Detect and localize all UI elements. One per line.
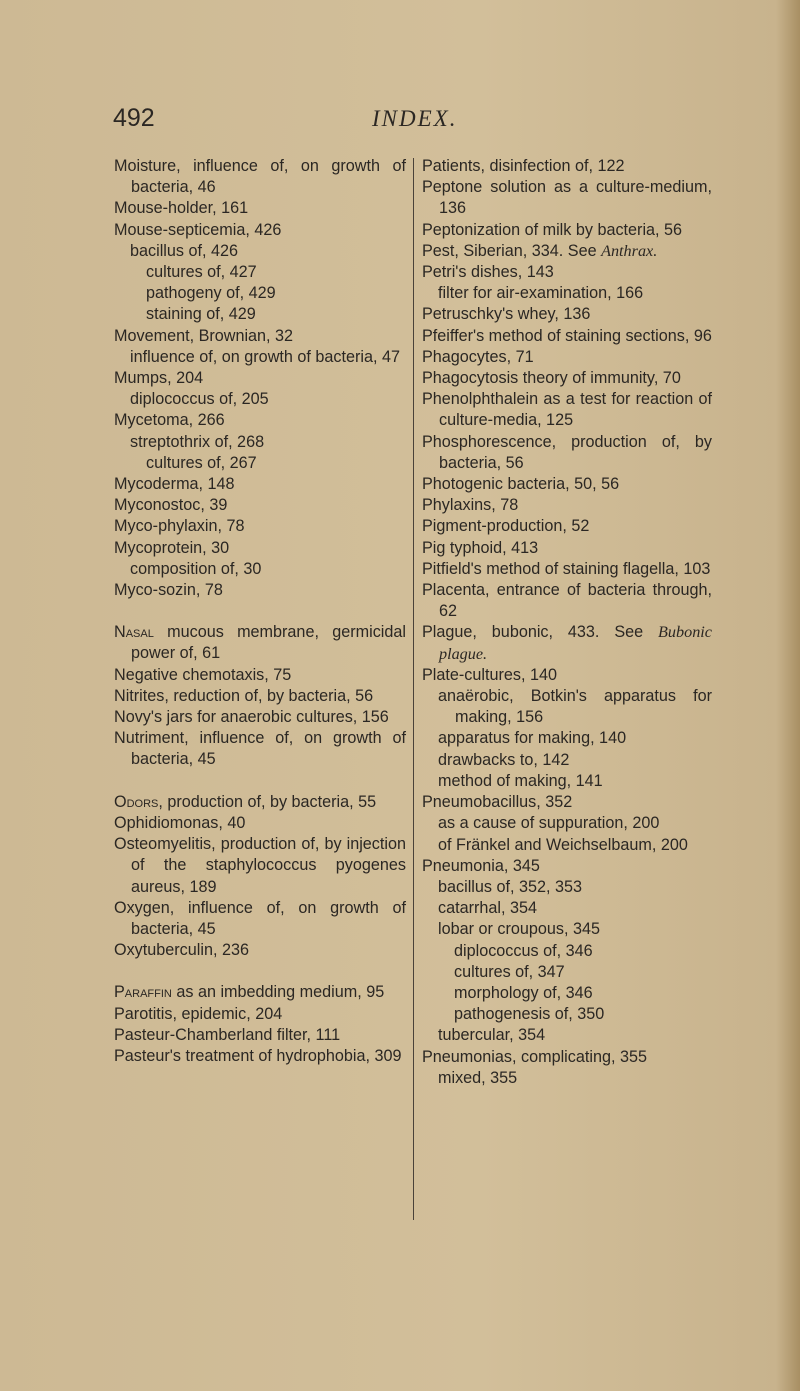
entry-text: Peptonization of milk by bacteria, 56 <box>422 220 683 239</box>
entry-text: Movement, Brownian, 32 <box>114 326 294 345</box>
index-entry <box>114 156 406 198</box>
entry-text: Moisture, influence of, on growth of bacteria, 46 <box>114 157 406 197</box>
entry-text: Phenolphthalein as a test for reaction of culture-media, 125 <box>422 390 712 430</box>
entry-text: Pigment-production, 52 <box>422 517 590 536</box>
entry-text: as an imbedding medium, 95 <box>176 983 385 1002</box>
section-lead-word: Paraffin <box>114 983 172 1002</box>
entry-text: Parotitis, epidemic, 204 <box>114 1004 283 1023</box>
index-entry <box>114 665 406 686</box>
entry-text: Pfeiffer's method of staining sections, 96 <box>422 326 712 345</box>
index-subentry <box>422 1068 712 1089</box>
entry-text: streptothrix of, 268 <box>130 432 265 451</box>
entry-text: method of making, 141 <box>438 771 603 790</box>
entry-text: staining of, 429 <box>146 305 256 324</box>
entry-text: catarrhal, 354 <box>438 899 537 918</box>
entry-text: cultures of, 427 <box>146 263 257 282</box>
section-gap <box>114 961 406 982</box>
entry-text: pathogeny of, 429 <box>146 284 276 303</box>
index-entry <box>114 707 406 728</box>
index-entry <box>114 516 406 537</box>
index-entry <box>422 220 712 241</box>
entry-text: Pasteur's treatment of hydrophobia, 309 <box>114 1046 402 1065</box>
index-entry <box>422 792 712 813</box>
index-entry <box>422 559 712 580</box>
entry-text: Mumps, 204 <box>114 369 204 388</box>
entry-text: Pitfield's method of staining flagella, 103 <box>422 559 711 578</box>
index-subentry <box>422 686 712 728</box>
entry-text: anaërobic, Botkin's apparatus for making, 156 <box>438 687 712 727</box>
running-title: INDEX. <box>372 106 458 131</box>
index-subentry <box>422 835 712 856</box>
index-entry <box>422 856 712 877</box>
index-entry <box>114 1025 406 1046</box>
index-subentry <box>114 241 406 262</box>
entry-text: Peptone solution as a culture-medium, 136 <box>422 178 712 218</box>
index-entry <box>422 622 712 664</box>
entry-text: Novy's jars for anaerobic cultures, 156 <box>114 708 389 727</box>
index-entry <box>114 474 406 495</box>
index-entry <box>114 834 406 898</box>
index-entry <box>422 495 712 516</box>
index-entry <box>114 813 406 834</box>
entry-text: Placenta, entrance of bacteria through, 62 <box>422 581 712 621</box>
index-entry <box>114 368 406 389</box>
entry-text: as a cause of suppuration, 200 <box>438 814 660 833</box>
index-entry <box>422 538 712 559</box>
index-subentry <box>422 728 712 749</box>
index-entry <box>114 622 406 664</box>
entry-text: apparatus for making, 140 <box>438 729 627 748</box>
index-entry <box>422 474 712 495</box>
index-entry <box>114 538 406 559</box>
section-gap <box>114 771 406 792</box>
entry-text: Myco-phylaxin, 78 <box>114 517 245 536</box>
entry-text: Mouse-holder, 161 <box>114 199 249 218</box>
index-subentry <box>422 1004 712 1025</box>
index-subentry <box>114 304 406 325</box>
entry-text: Phosphorescence, production of, by bacteria, 56 <box>422 432 712 472</box>
index-entry <box>422 156 712 177</box>
index-subentry <box>114 262 406 283</box>
index-entry <box>422 516 712 537</box>
entry-text: Phagocytes, 71 <box>422 347 534 366</box>
index-subentry <box>422 877 712 898</box>
page-number: 492 <box>113 104 155 132</box>
cross-reference: Anthrax. <box>601 241 658 260</box>
entry-text: cultures of, 347 <box>454 962 565 981</box>
entry-text: Phagocytosis theory of immunity, 70 <box>422 369 681 388</box>
entry-text: cultures of, 267 <box>146 453 257 472</box>
section-gap <box>114 601 406 622</box>
index-entry <box>114 1046 406 1067</box>
entry-text: Nitrites, reduction of, by bacteria, 56 <box>114 686 374 705</box>
entry-text: Myconostoc, 39 <box>114 496 228 515</box>
index-entry <box>114 792 406 813</box>
entry-text: Oxytuberculin, 236 <box>114 941 249 960</box>
entry-text: Photogenic bacteria, 50, 56 <box>422 475 620 494</box>
index-entry <box>422 389 712 431</box>
section-lead-word: Odors <box>114 792 159 811</box>
index-subentry <box>114 432 406 453</box>
entry-text: Pest, Siberian, 334. See <box>422 241 602 260</box>
index-subentry <box>422 1025 712 1046</box>
index-entry <box>422 1047 712 1068</box>
index-subentry <box>422 919 712 940</box>
index-subentry <box>422 771 712 792</box>
index-entry <box>114 898 406 940</box>
entry-text: Mouse-septicemia, 426 <box>114 220 282 239</box>
entry-text: Plague, bubonic, 433. See <box>422 623 659 642</box>
index-subentry <box>114 389 406 410</box>
index-entry <box>114 728 406 770</box>
entry-text: Negative chemotaxis, 75 <box>114 665 292 684</box>
index-entry <box>422 262 712 283</box>
entry-text: diplococcus of, 346 <box>454 941 593 960</box>
index-entry <box>114 410 406 431</box>
index-subentry <box>114 347 406 368</box>
index-entry <box>422 326 712 347</box>
cross-reference: Bubonic plague. <box>439 623 712 663</box>
entry-text: bacillus of, 352, 353 <box>438 877 582 896</box>
entry-text: Pig typhoid, 413 <box>422 538 539 557</box>
entry-text: composition of, 30 <box>130 559 262 578</box>
index-entry <box>422 368 712 389</box>
entry-text: lobar or croupous, 345 <box>438 920 600 939</box>
entry-text: Petri's dishes, 143 <box>422 263 554 282</box>
entry-text: Mycetoma, 266 <box>114 411 225 430</box>
index-entry <box>114 1004 406 1025</box>
entry-text: Mycoprotein, 30 <box>114 538 230 557</box>
index-entry <box>422 580 712 622</box>
index-entry <box>422 304 712 325</box>
index-entry <box>422 665 712 686</box>
entry-text: pathogenesis of, 350 <box>454 1005 605 1024</box>
entry-text: morphology of, 346 <box>454 983 593 1002</box>
index-entry <box>114 220 406 241</box>
entry-text: Pneumonia, 345 <box>422 856 540 875</box>
index-subentry <box>422 962 712 983</box>
entry-text: mucous membrane, germicidal power of, 61 <box>131 623 406 663</box>
entry-text: bacillus of, 426 <box>130 241 238 260</box>
column-divider <box>413 158 414 1220</box>
entry-text: mixed, 355 <box>438 1068 518 1087</box>
index-subentry <box>422 983 712 1004</box>
index-subentry <box>422 750 712 771</box>
entry-text: influence of, on growth of bacteria, 47 <box>130 347 400 366</box>
entry-text: Myco-sozin, 78 <box>114 581 223 600</box>
index-entry <box>114 326 406 347</box>
index-entry <box>114 580 406 601</box>
index-entry <box>422 241 712 262</box>
index-column-right <box>422 156 712 1089</box>
entry-text: Osteomyelitis, production of, by injection of the staphylococcus pyogenes aureus, 189 <box>114 835 406 896</box>
entry-text: drawbacks to, 142 <box>438 750 570 769</box>
index-entry <box>114 198 406 219</box>
entry-text: filter for air-examination, 166 <box>438 284 644 303</box>
entry-text: tubercular, 354 <box>438 1026 546 1045</box>
index-entry <box>114 495 406 516</box>
entry-text: of Fränkel and Weichselbaum, 200 <box>438 835 688 854</box>
entry-text: Patients, disinfection of, 122 <box>422 157 625 175</box>
index-subentry <box>114 283 406 304</box>
section-lead-word: Nasal <box>114 623 154 642</box>
entry-text: Mycoderma, 148 <box>114 475 235 494</box>
index-entry <box>422 347 712 368</box>
index-entry <box>422 177 712 219</box>
entry-text: Pasteur-Chamberland filter, 111 <box>114 1025 341 1044</box>
index-subentry <box>422 813 712 834</box>
entry-text: Pneumobacillus, 352 <box>422 793 573 812</box>
entry-text: Oxygen, influence of, on growth of bacteria, 45 <box>114 898 406 938</box>
index-subentry <box>422 283 712 304</box>
entry-text: Pneumonias, complicating, 355 <box>422 1047 647 1066</box>
index-subentry <box>422 898 712 919</box>
index-entry <box>114 686 406 707</box>
index-column-left <box>114 156 406 1067</box>
index-entry <box>114 982 406 1003</box>
index-entry <box>114 940 406 961</box>
entry-text: diplococcus of, 205 <box>130 390 269 409</box>
index-subentry <box>114 559 406 580</box>
entry-text: Phylaxins, 78 <box>422 496 519 515</box>
index-subentry <box>422 941 712 962</box>
entry-text: Ophidiomonas, 40 <box>114 813 246 832</box>
index-entry <box>422 432 712 474</box>
entry-text: Nutriment, influence of, on growth of bacteria, 45 <box>114 729 406 769</box>
entry-text: Petruschky's whey, 136 <box>422 305 591 324</box>
entry-text: , production of, by bacteria, 55 <box>158 792 377 811</box>
index-subentry <box>114 453 406 474</box>
entry-text: Plate-cultures, 140 <box>422 665 557 684</box>
